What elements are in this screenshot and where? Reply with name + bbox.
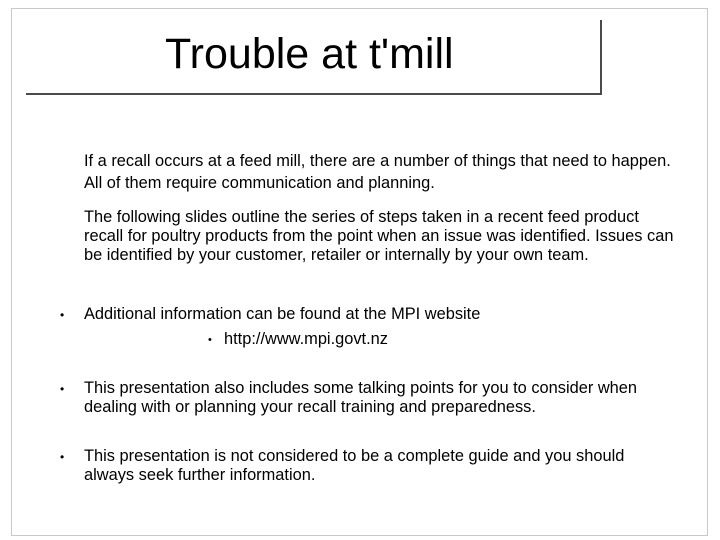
intro-paragraph: If a recall occurs at a feed mill, there are a number of things that need to happen. All of them require communication and planning.: [84, 152, 671, 192]
steps-paragraph: The following slides outline the series of steps taken in a recent feed product recall for poultry products from the point when an issue was identified. Issues can be identified by your customer, retailer or internally by your own team.: [84, 208, 674, 264]
bullet-disclaimer: This presentation is not considered to be a complete guide and you should always seek further information.: [84, 447, 625, 484]
sub-bullet-icon: •: [208, 334, 212, 346]
bullet-icon: •: [60, 382, 65, 396]
slide-title: Trouble at t'mill: [165, 30, 454, 78]
bullet-icon: •: [60, 308, 65, 322]
bullet-talking-points: This presentation also includes some talking points for you to consider when dealing with or planning your recall training and preparedness.: [84, 379, 638, 416]
bullet-mpi-info: Additional information can be found at the MPI website: [84, 305, 481, 323]
title-divider-horizontal: [26, 93, 602, 95]
mpi-website-link[interactable]: http://www.mpi.govt.nz: [224, 330, 388, 348]
bullet-icon: •: [60, 450, 65, 464]
title-divider-vertical: [600, 20, 602, 95]
